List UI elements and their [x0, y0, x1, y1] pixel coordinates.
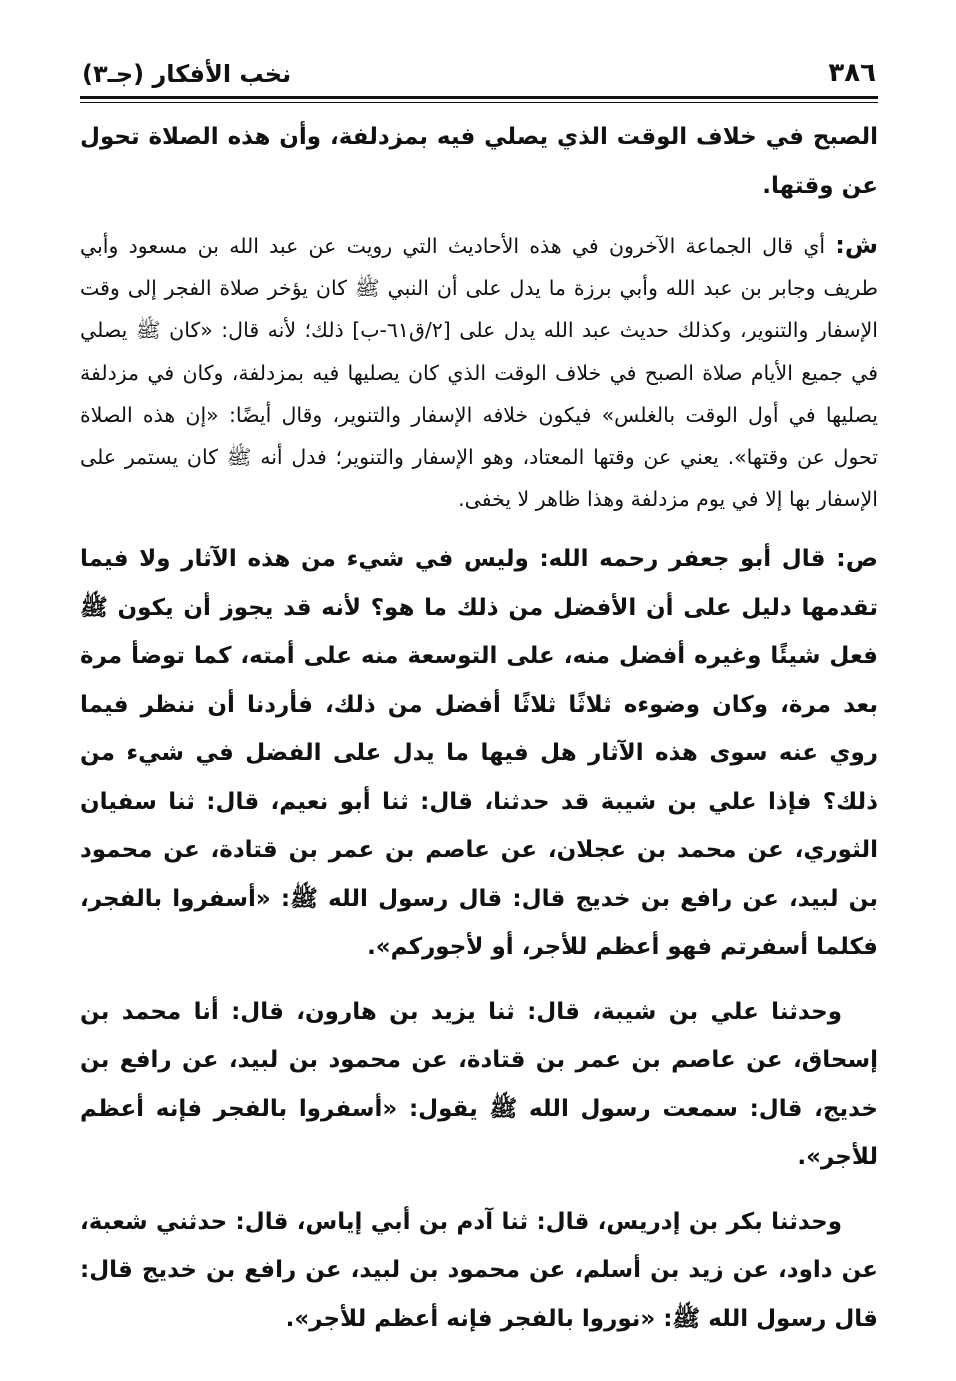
commentary-text: أي قال الجماعة الآخرون في هذه الأحاديث التي رويت عن عبد الله بن مسعود وأبي طريف وجابر بن عبد الله وأبي برزة ما يدل على أن النبي ﷺ كان يؤخر صلاة الفجر إلى وقت الإسفار والتنوير، وكذلك حديث عبد الله يدل على [٢/ق٦١-ب] ذلك؛ لأنه قال: «كان ﷺ يصلي في جميع الأيام صلاة الصبح في خلاف الوقت الذي كان يصليها فيه بمزدلفة، وكان في مزدلفة يصليها في أول الوقت بالغلس» فيكون خلافه الإسفار والتنوير، وقال أيضًا: «إن هذه الصلاة تحول عن وقتها». يعني عن وقتها المعتاد، وهو الإسفار والتنوير؛ فدل أنه ﷺ كان يستمر على الإسفار بها إلا في يوم مزدلفة وهذا ظاهر لا يخفى. [80, 234, 878, 512]
page-header [80, 50, 878, 88]
paragraph-hadith-3: وحدثنا بكر بن إدريس، قال: ثنا آدم بن أبي إياس، قال: حدثني شعبة، عن داود، عن زيد بن أسلم، عن محمود بن لبيد، عن رافع بن خديج قال: قال رسول الله ﷺ: «نوروا بالفجر فإنه أعظم للأجر». [80, 1208, 878, 1332]
page-body [80, 113, 878, 1343]
paragraph-text-continuation: الصبح في خلاف الوقت الذي يصلي فيه بمزدلفة، وأن هذه الصلاة تحول عن وقتها. [80, 124, 878, 199]
header-rule-thin [80, 102, 878, 103]
main-text: قال أبو جعفر رحمه الله: وليس في شيء من هذه الآثار ولا فيما تقدمها دليل على أن الأفضل من ذلك ما هو؟ لأنه قد يجوز أن يكون ﷺ فعل شيئًا وغيره أفضل منه، على التوسعة منه على أمته، كما توضأ مرة بعد مرة، وكان وضوءه ثلاثًا ثلاثًا أفضل من ذلك، فأردنا أن ننظر فيما روي عنه سوى هذه الآثار هل فيها ما يدل على الفضل في شيء من ذلك؟ فإذا علي بن شيبة قد حدثنا، قال: ثنا أبو نعيم، قال: ثنا سفيان الثوري، عن محمد بن عجلان، عن عاصم بن عمر بن قتادة، عن محمود بن لبيد، عن رافع بن خديج قال: قال رسول الله ﷺ: «أسفروا بالفجر، فكلما أسفرتم فهو أعظم للأجر، أو لأجوركم». [80, 546, 878, 961]
commentary-marker: ش: [835, 231, 878, 259]
paragraph-main-text [80, 534, 878, 972]
paragraph-hadith-2: وحدثنا علي بن شيبة، قال: ثنا يزيد بن هارون، قال: أنا محمد بن إسحاق، عن عاصم بن عمر بن قتادة، عن محمود بن لبيد، عن رافع بن خديج، قال: سمعت رسول الله ﷺ يقول: «أسفروا بالفجر فإنه أعظم للأجر». [80, 998, 878, 1171]
header-rule-thick [80, 96, 878, 99]
page-number: ٣٨٦ [828, 58, 876, 88]
text-marker: ص: [836, 544, 878, 573]
book-title: نخب الأفكار (جـ٣) [82, 60, 292, 88]
paragraph-commentary [80, 224, 878, 520]
